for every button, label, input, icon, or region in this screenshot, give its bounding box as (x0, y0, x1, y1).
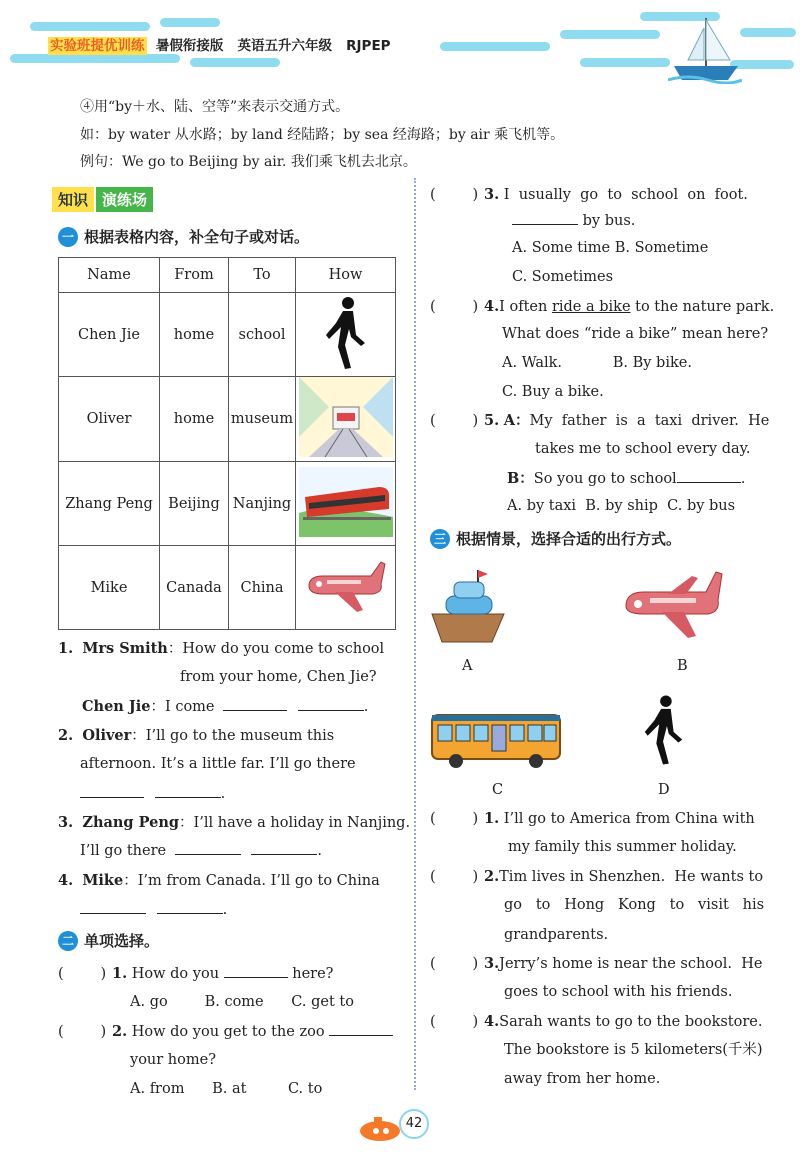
table-cell: Canada (160, 546, 229, 630)
answer-blank[interactable] (298, 696, 364, 711)
page-number: 42 (399, 1109, 429, 1139)
header-subject: 英语五升六年级 (237, 38, 333, 54)
answer-blank[interactable] (175, 840, 241, 855)
section3-number: 三 (430, 529, 450, 549)
speaker: Mike (82, 872, 124, 889)
s3-question-4: ( ) 4.Sarah wants to go to the bookstore. (430, 1007, 762, 1037)
pic-label: A (462, 658, 473, 674)
table-cell: museum (229, 377, 296, 462)
s1-question-2: 2. Oliver：I’ll go to the museum this (58, 727, 335, 744)
s2-q5-b-line: B：So you go to school . (507, 470, 746, 487)
s1-question-4: 4. Mike：I’m from Canada. I’ll go to China (58, 872, 380, 889)
answer-blank[interactable] (80, 899, 146, 914)
s1-q4-answer: . (80, 896, 227, 925)
answer-blank[interactable] (80, 783, 144, 798)
table-cell: Chen Jie (59, 293, 160, 377)
s1-q1-answer: Chen Jie：I come . (82, 698, 369, 715)
table-header: To (229, 258, 296, 293)
boat-icon (668, 14, 742, 84)
s2-q3-line2: by bus. (512, 207, 635, 236)
s1-q2-line2: afternoon. It’s a little far. I’ll go there (80, 756, 356, 772)
s2-question-1: ( ) 1. How do you here? (58, 959, 333, 989)
submarine-icon (356, 1113, 402, 1143)
table-cell (296, 462, 396, 546)
section1-heading (58, 226, 309, 247)
intro-rule: ④用“by＋水、陆、空等”来表示交通方式。 (80, 99, 350, 115)
speaker: Mrs Smith (82, 640, 168, 657)
table-cell: Beijing (160, 462, 229, 546)
speaker: Oliver (82, 727, 132, 744)
answer-paren[interactable]: ( ) (430, 187, 479, 203)
page-number-badge (356, 1103, 456, 1143)
section1-number: 一 (58, 227, 78, 247)
speaker: Zhang Peng (82, 814, 180, 831)
section2-heading (58, 930, 159, 951)
s3-q4-line2: The bookstore is 5 kilometers(千米) (504, 1042, 763, 1058)
s3-q2-line3: grandparents. (504, 927, 609, 943)
badge-part1: 知识 (52, 187, 94, 212)
table-cell: home (160, 377, 229, 462)
table-cell (296, 293, 396, 377)
s1-q2-answer: . (80, 780, 225, 809)
table-row (59, 377, 396, 462)
s3-q4-line3: away from her home. (504, 1071, 661, 1087)
answer-blank[interactable] (677, 468, 741, 483)
s2-q4-option-c: C. Buy a bike. (502, 384, 604, 400)
s2-q2-line2: your home? (130, 1052, 216, 1068)
s2-question-5: ( ) 5. A：My father is a taxi driver. He (430, 406, 769, 436)
s3-q1-line2: my family this summer holiday. (508, 839, 737, 855)
s2-q3-option-c: C. Sometimes (512, 269, 614, 285)
table-row (59, 293, 396, 377)
pic-label: C (492, 782, 504, 798)
answer-paren[interactable]: ( ) (430, 413, 479, 429)
intro-sample: 例句：We go to Beijing by air. 我们乘飞机去北京。 (80, 154, 417, 170)
subway-icon (299, 377, 393, 457)
table-header: From (160, 258, 229, 293)
answer-paren[interactable]: ( ) (430, 299, 479, 315)
table-cell (296, 377, 396, 462)
answer-paren[interactable]: ( ) (58, 1024, 107, 1040)
answer-blank[interactable] (224, 963, 288, 978)
walk-icon (640, 688, 688, 772)
table-row (59, 546, 396, 630)
intro-examples: 如：by water 从水路；by land 经陆路；by sea 经海路；by air 乘飞机等。 (80, 127, 565, 143)
answer-paren[interactable]: ( ) (430, 869, 479, 885)
s3-question-2: ( ) 2.Tim lives in Shenzhen. He wants to (430, 862, 763, 892)
table-header: How (296, 258, 396, 293)
section1-title: 根据表格内容，补全句子或对话。 (84, 228, 310, 246)
section2-number: 二 (58, 931, 78, 951)
table-cell: Mike (59, 546, 160, 630)
table-header-row (59, 258, 396, 293)
table-header: Name (59, 258, 160, 293)
table-cell: Zhang Peng (59, 462, 160, 546)
answer-blank[interactable] (155, 783, 221, 798)
badge-part2: 演练场 (96, 187, 153, 212)
answer-blank[interactable] (223, 696, 287, 711)
s2-q4-line2: What does “ride a bike” mean here? (502, 326, 769, 342)
answer-blank[interactable] (157, 899, 223, 914)
s1-question-3: 3. Zhang Peng：I’ll have a holiday in Nanjing. (58, 814, 411, 831)
table-cell: school (229, 293, 296, 377)
table-cell: Nanjing (229, 462, 296, 546)
s2-question-4: ( ) 4.I often ride a bike to the nature park. (430, 292, 774, 322)
s1-q3-answer: I’ll go there . (80, 837, 322, 866)
header-edition: RJPEP (346, 38, 391, 54)
table-cell: China (229, 546, 296, 630)
answer-paren[interactable]: ( ) (430, 956, 479, 972)
transport-table (58, 257, 396, 630)
s2-question-3: ( ) 3. I usually go to school on foot. (430, 180, 748, 210)
plane-icon (305, 558, 387, 614)
s1-q1-line2: from your home, Chen Jie? (180, 669, 377, 685)
plane-icon (622, 566, 726, 642)
header-brand: 实验班提优训练 (50, 38, 145, 54)
s1-question-1: 1. Mrs Smith：How do you come to school (58, 640, 385, 657)
s3-q2-line2: go to Hong Kong to visit his (504, 897, 765, 913)
pic-label: D (658, 782, 670, 798)
s2-question-2: ( ) 2. How do you get to the zoo (58, 1017, 393, 1047)
table-cell: Oliver (59, 377, 160, 462)
header-series: 暑假衔接版 (155, 38, 224, 54)
s2-q2-options: A. from B. at C. to (130, 1081, 323, 1097)
train-icon (299, 467, 393, 537)
pic-label: B (677, 658, 688, 674)
section3-heading (430, 528, 681, 549)
answer-paren[interactable]: ( ) (430, 1014, 479, 1030)
s2-q3-options-ab: A. Some time B. Sometime (512, 240, 709, 256)
bus-icon (430, 711, 564, 771)
answer-paren[interactable]: ( ) (430, 811, 479, 827)
section3-title: 根据情景，选择合适的出行方式。 (456, 530, 682, 548)
s2-q1-options: A. go B. come C. get to (130, 994, 354, 1010)
s3-q3-line2: goes to school with his friends. (504, 984, 733, 1000)
table-row (59, 462, 396, 546)
s2-q5-a-line2: takes me to school every day. (535, 441, 751, 457)
answer-blank[interactable] (512, 210, 578, 225)
answer-blank[interactable] (251, 840, 317, 855)
walk-icon (321, 295, 371, 371)
header-title (48, 34, 391, 54)
s3-question-1: ( ) 1. I’ll go to America from China with (430, 804, 755, 834)
section2-title: 单项选择。 (84, 932, 160, 950)
s3-question-3: ( ) 3.Jerry’s home is near the school. He (430, 949, 762, 979)
table-cell (296, 546, 396, 630)
ship-icon (428, 566, 508, 646)
table-cell: home (160, 293, 229, 377)
answer-blank[interactable] (329, 1021, 393, 1036)
s2-q4-options-ab: A. Walk. B. By bike. (502, 355, 692, 371)
column-divider (414, 178, 416, 1090)
practice-badge (52, 186, 153, 212)
answer-paren[interactable]: ( ) (58, 966, 107, 982)
s2-q5-options: A. by taxi B. by ship C. by bus (507, 498, 736, 514)
